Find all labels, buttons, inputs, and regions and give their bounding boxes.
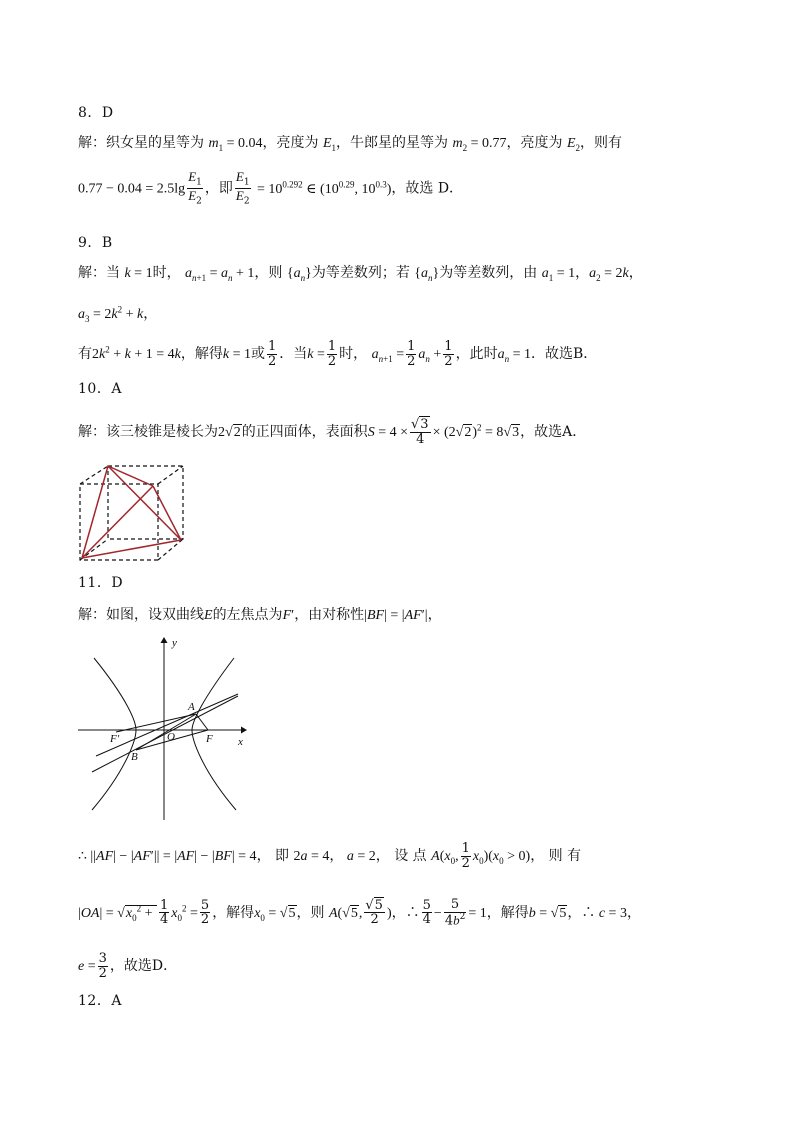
answer-10: 10．A [78, 381, 122, 397]
tetrahedron-cube-figure [78, 462, 186, 564]
solution-9-line1: 解：当 k = 1时， $a_{n+1} = a_n + 1$，则 $\{a_n\}$为等差数列；若 $\{a_n\}$为等差数列，由 $a_1 = 1$，$a_2 = 2k$， [78, 265, 643, 283]
hyperbola-figure [78, 632, 258, 820]
solution-11-line1: 解：如图，设双曲线E的左焦点为F′，由对称性|BF| = |AF′|， [78, 607, 442, 623]
answer-8: 8．D [78, 105, 114, 121]
solution-11-line4: e = $\frac{3}{2}$ ，故选D． [78, 951, 178, 981]
solution-9-line2: $a_3 = 2k^2 + k$， [78, 304, 158, 324]
solution-10-line1: 解：该三棱锥是棱长为2√2的正四面体，表面积S = 4 × $\frac{√3}{4}$ × $(2√2)^2 = 8√3$，故选A． [78, 417, 587, 447]
solution-11-line2: ∴ ||AF| − |AF′|| = |AF| − |BF| = 4， 即 2a = 4， a = 2， 设 点 $A(x_0$, $\frac{1}{2}$ $x_0)(x_0 > 0)$， 则 有 [78, 841, 582, 871]
solution-11-line3: $|OA| = √x_0^2$ + $\frac{1}{4}$ $x_0^2$ = $\frac{5}{2}$ ，解得$x_0 = √5$，则 A(√5, $\frac{√5}{2}$ )，∴ $\frac{5}{4}$ − $\frac{5}{4b^2}$ = 1，解得b = √5，∴ c = 3， [78, 897, 641, 928]
hyperbola-right-branch [192, 658, 236, 810]
tetrahedron-edges [82, 466, 181, 558]
label-F-prime: F′ [110, 733, 120, 745]
label-y: y [172, 637, 177, 649]
solution-8-line2: 0.77 − 0.04 = 2.5lg $\frac{E_1}{E_2}$ ，即 $\frac{E_1}{E_2}$ = $10^{0.292}$ ∈ ($10^{0.29}$, $10^{0.3}$)，故选 D． [78, 169, 464, 207]
solution-8-line1: 解：织女星的星等为 $m_1 = 0.04$，亮度为 $E_1$，牛郎星的星等为 $m_2 = 0.77$，亮度为 $E_2$，则有 [78, 135, 622, 153]
label-O: O [167, 731, 175, 743]
label-B: B [131, 751, 138, 763]
jie-label: 解： [78, 135, 106, 151]
solution-9-line3: 有$2k^2 + k + 1 = 4k$，解得k = 1或 $\frac{1}{2}$ ．当k = $\frac{1}{2}$ 时， $a_{n+1}$ = $\frac{1}{2}$ $a_n$ + $\frac{1}{2}$ ，此时$a_n = 1$．故选B． [78, 339, 598, 369]
answer-9: 9．B [78, 235, 113, 251]
label-F: F [206, 733, 213, 745]
answer-12: 12．A [78, 993, 122, 1009]
line-through-origin [96, 694, 238, 756]
answer-11: 11．D [78, 575, 124, 591]
label-x: x [238, 736, 243, 748]
label-A: A [188, 701, 195, 713]
